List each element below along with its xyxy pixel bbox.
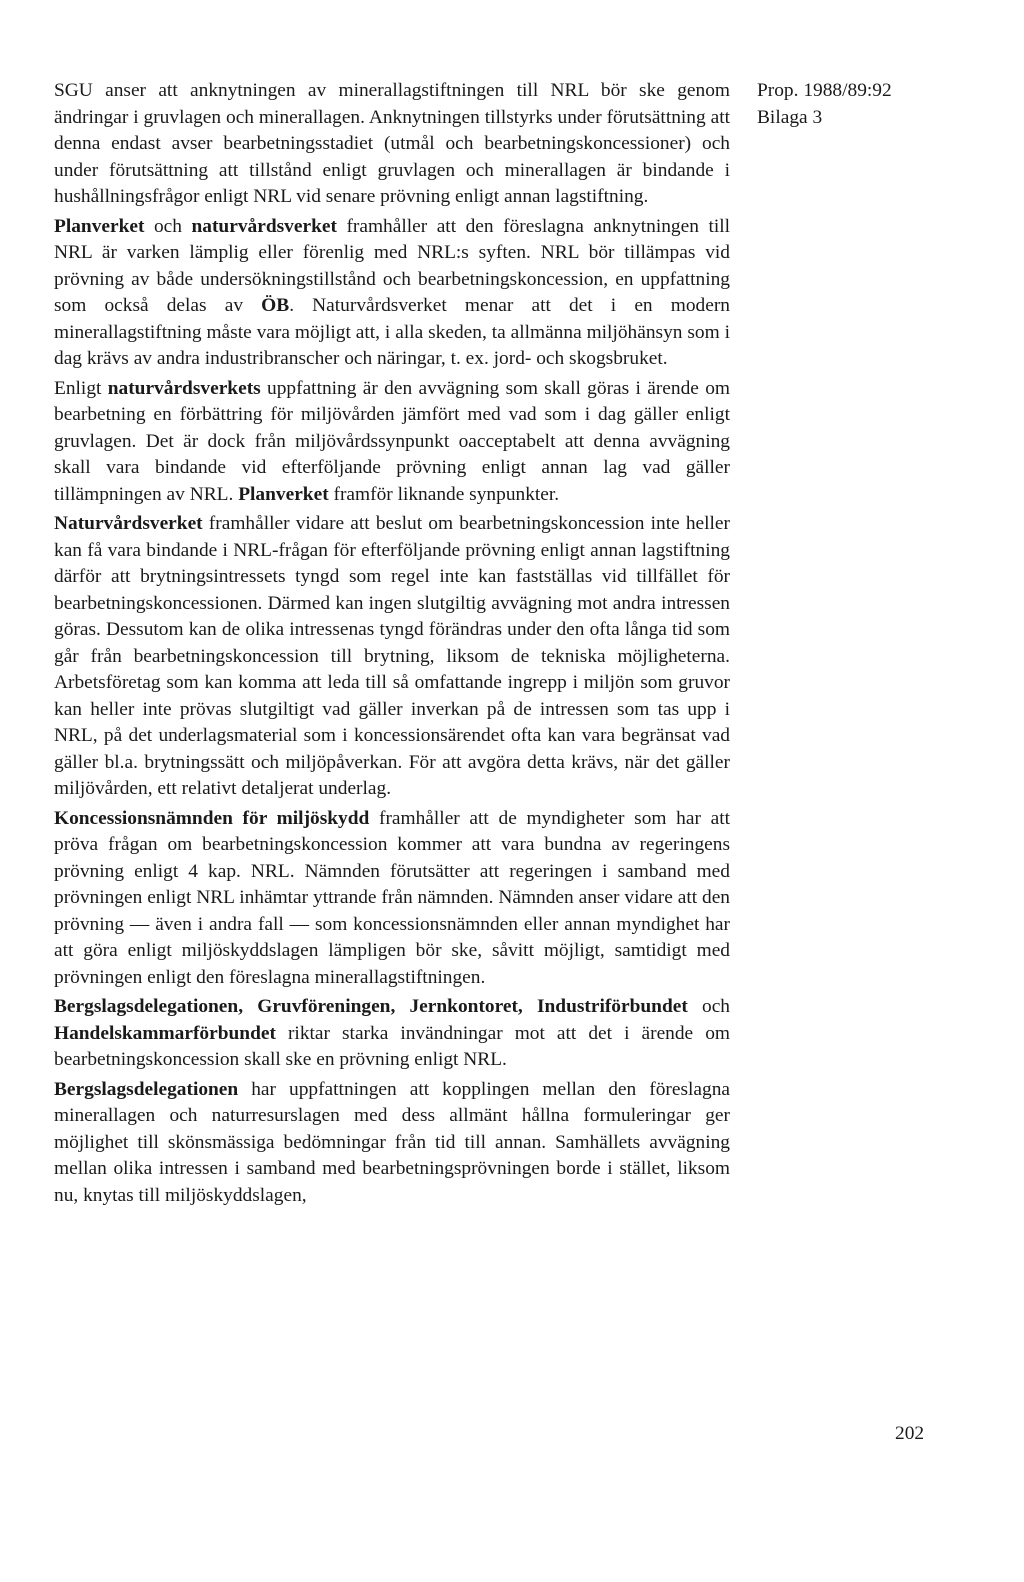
text-run: uppfattning är den avvägning som skall göras i ärende om bearbetning en förbättring för miljövården jämfört med vad som i dag gäller enligt gruvlagen. Det är dock från miljövårdssynpunkt oacceptabelt att denna avvägning skall vara bindande vid efterföljande prövning enligt annan lag vad gäller tillämpningen av NRL. xyxy=(54,377,730,505)
bold-text-run: Bergslagsdelegationen xyxy=(54,1078,239,1100)
text-run: och xyxy=(144,215,192,237)
text-run: Enligt xyxy=(54,377,108,399)
paragraph xyxy=(54,994,730,1074)
paragraph xyxy=(54,511,730,803)
bold-text-run: naturvårdsverkets xyxy=(107,377,261,399)
bold-text-run: ÖB xyxy=(261,295,290,316)
proposition-reference: Prop. 1988/89:92 xyxy=(757,80,892,101)
margin-header xyxy=(757,78,997,131)
text-run: framhåller att de myndigheter som har att pröva frågan om bearbetningskoncession kommer att vara bundna av regeringens prövning enligt 4 kap. NRL. Nämnden förutsätter att regeringen i samband med prövningen enligt NRL inhämtar yttrande från nämnden. Nämnden anser vidare att den prövning — även i andra fall — som koncessionsnämnden eller annan myndighet har att göra enligt miljöskyddslagen lämpligen bör ske, såvitt möjligt, samtidigt med prövningen enligt den föreslagna minerallagstiftningen. xyxy=(54,807,730,988)
paragraph xyxy=(54,1077,730,1210)
paragraph xyxy=(54,78,730,211)
body-text xyxy=(54,78,730,1212)
bold-text-run: Planverket xyxy=(238,483,329,505)
bold-text-run: Handelskammarförbundet xyxy=(54,1022,276,1044)
text-run: och xyxy=(687,996,730,1017)
bold-text-run: naturvårdsverket xyxy=(191,215,337,237)
appendix-label: Bilaga 3 xyxy=(757,106,823,128)
text-run: framhåller att den föreslagna anknytningen till NRL är varken lämplig eller förenlig med NRL:s syften. NRL bör tillämpas vid prövning av både undersökningstillstånd och bearbetningskoncession, en uppfattning som också delas av xyxy=(54,215,730,316)
bold-text-run: Bergslagsdelegationen, Gruvföreningen, Jernkontoret, Industriförbundet xyxy=(54,996,688,1017)
text-run: har uppfattningen att kopplingen mellan den föreslagna minerallagen och naturresurslagen med dess allmänt hållna formuleringar ger möjlighet till skönsmässiga bedömningar från tid till annan. Samhällets avvägning mellan olika intressen i samband med bearbetningsprövningen borde i stället, liksom nu, knytas till miljöskyddslagen, xyxy=(54,1078,730,1206)
text-run: riktar starka invändningar mot att det i ärende om bearbetningskoncession skall ske en prövning enligt NRL. xyxy=(54,1022,730,1070)
text-run: framför liknande synpunkter. xyxy=(328,483,560,505)
paragraph xyxy=(54,214,730,373)
page-number: 202 xyxy=(895,1423,925,1444)
text-run: SGU anser att anknytningen av minerallagstiftningen till NRL bör ske genom ändringar i gruvlagen och minerallagen. Anknytningen tillstyrks under förutsättning att denna endast avser bearbetningsstadiet (utmål och bearbetningskoncessioner) och under förutsättning att tillstånd enligt gruvlagen och minerallagen är bindande i hushållningsfrågor enligt NRL vid senare prövning enligt annan lagstiftning. xyxy=(54,80,730,207)
paragraph xyxy=(54,376,730,509)
bold-text-run: Planverket xyxy=(54,215,145,237)
text-run: . Naturvårdsverket menar att det i en modern minerallagstiftning måste vara möjligt att, i alla skeden, ta allmänna miljöhänsyn som i dag krävs av andra industribranscher och näringar, t. ex. jord- och skogsbruket. xyxy=(54,295,730,369)
text-run: framhåller vidare att beslut om bearbetningskoncession inte heller kan få vara bindande i NRL-frågan för efterföljande prövning enligt annan lagstiftning därför att brytningsintressets tyngd som regel inte kan fastställas vid tillfället för bearbetningskoncessionen. Därmed kan ingen slutgiltig avvägning mot andra intressen göras. Dessutom kan de olika intressenas tyngd förändras under den ofta långa tid som går från bearbetningskoncession till brytning, liksom de tekniska möjligheterna. Arbetsföretag som kan komma att leda till så omfattande ingrepp i miljön som gruvor kan heller inte prövas slutgiltigt vad gäller inverkan på de intressen som tas upp i NRL, på det underlagsmaterial som i koncessionsärendet ofta kan vara begränsat vad gäller bl.a. brytningssätt och miljöpåverkan. För att avgöra detta krävs, när det gäller miljövården, ett relativt detaljerat underlag. xyxy=(54,513,730,799)
bold-text-run: Koncessionsnämnden för miljöskydd xyxy=(54,807,370,829)
paragraph xyxy=(54,806,730,992)
bold-text-run: Naturvårdsverket xyxy=(54,513,203,534)
